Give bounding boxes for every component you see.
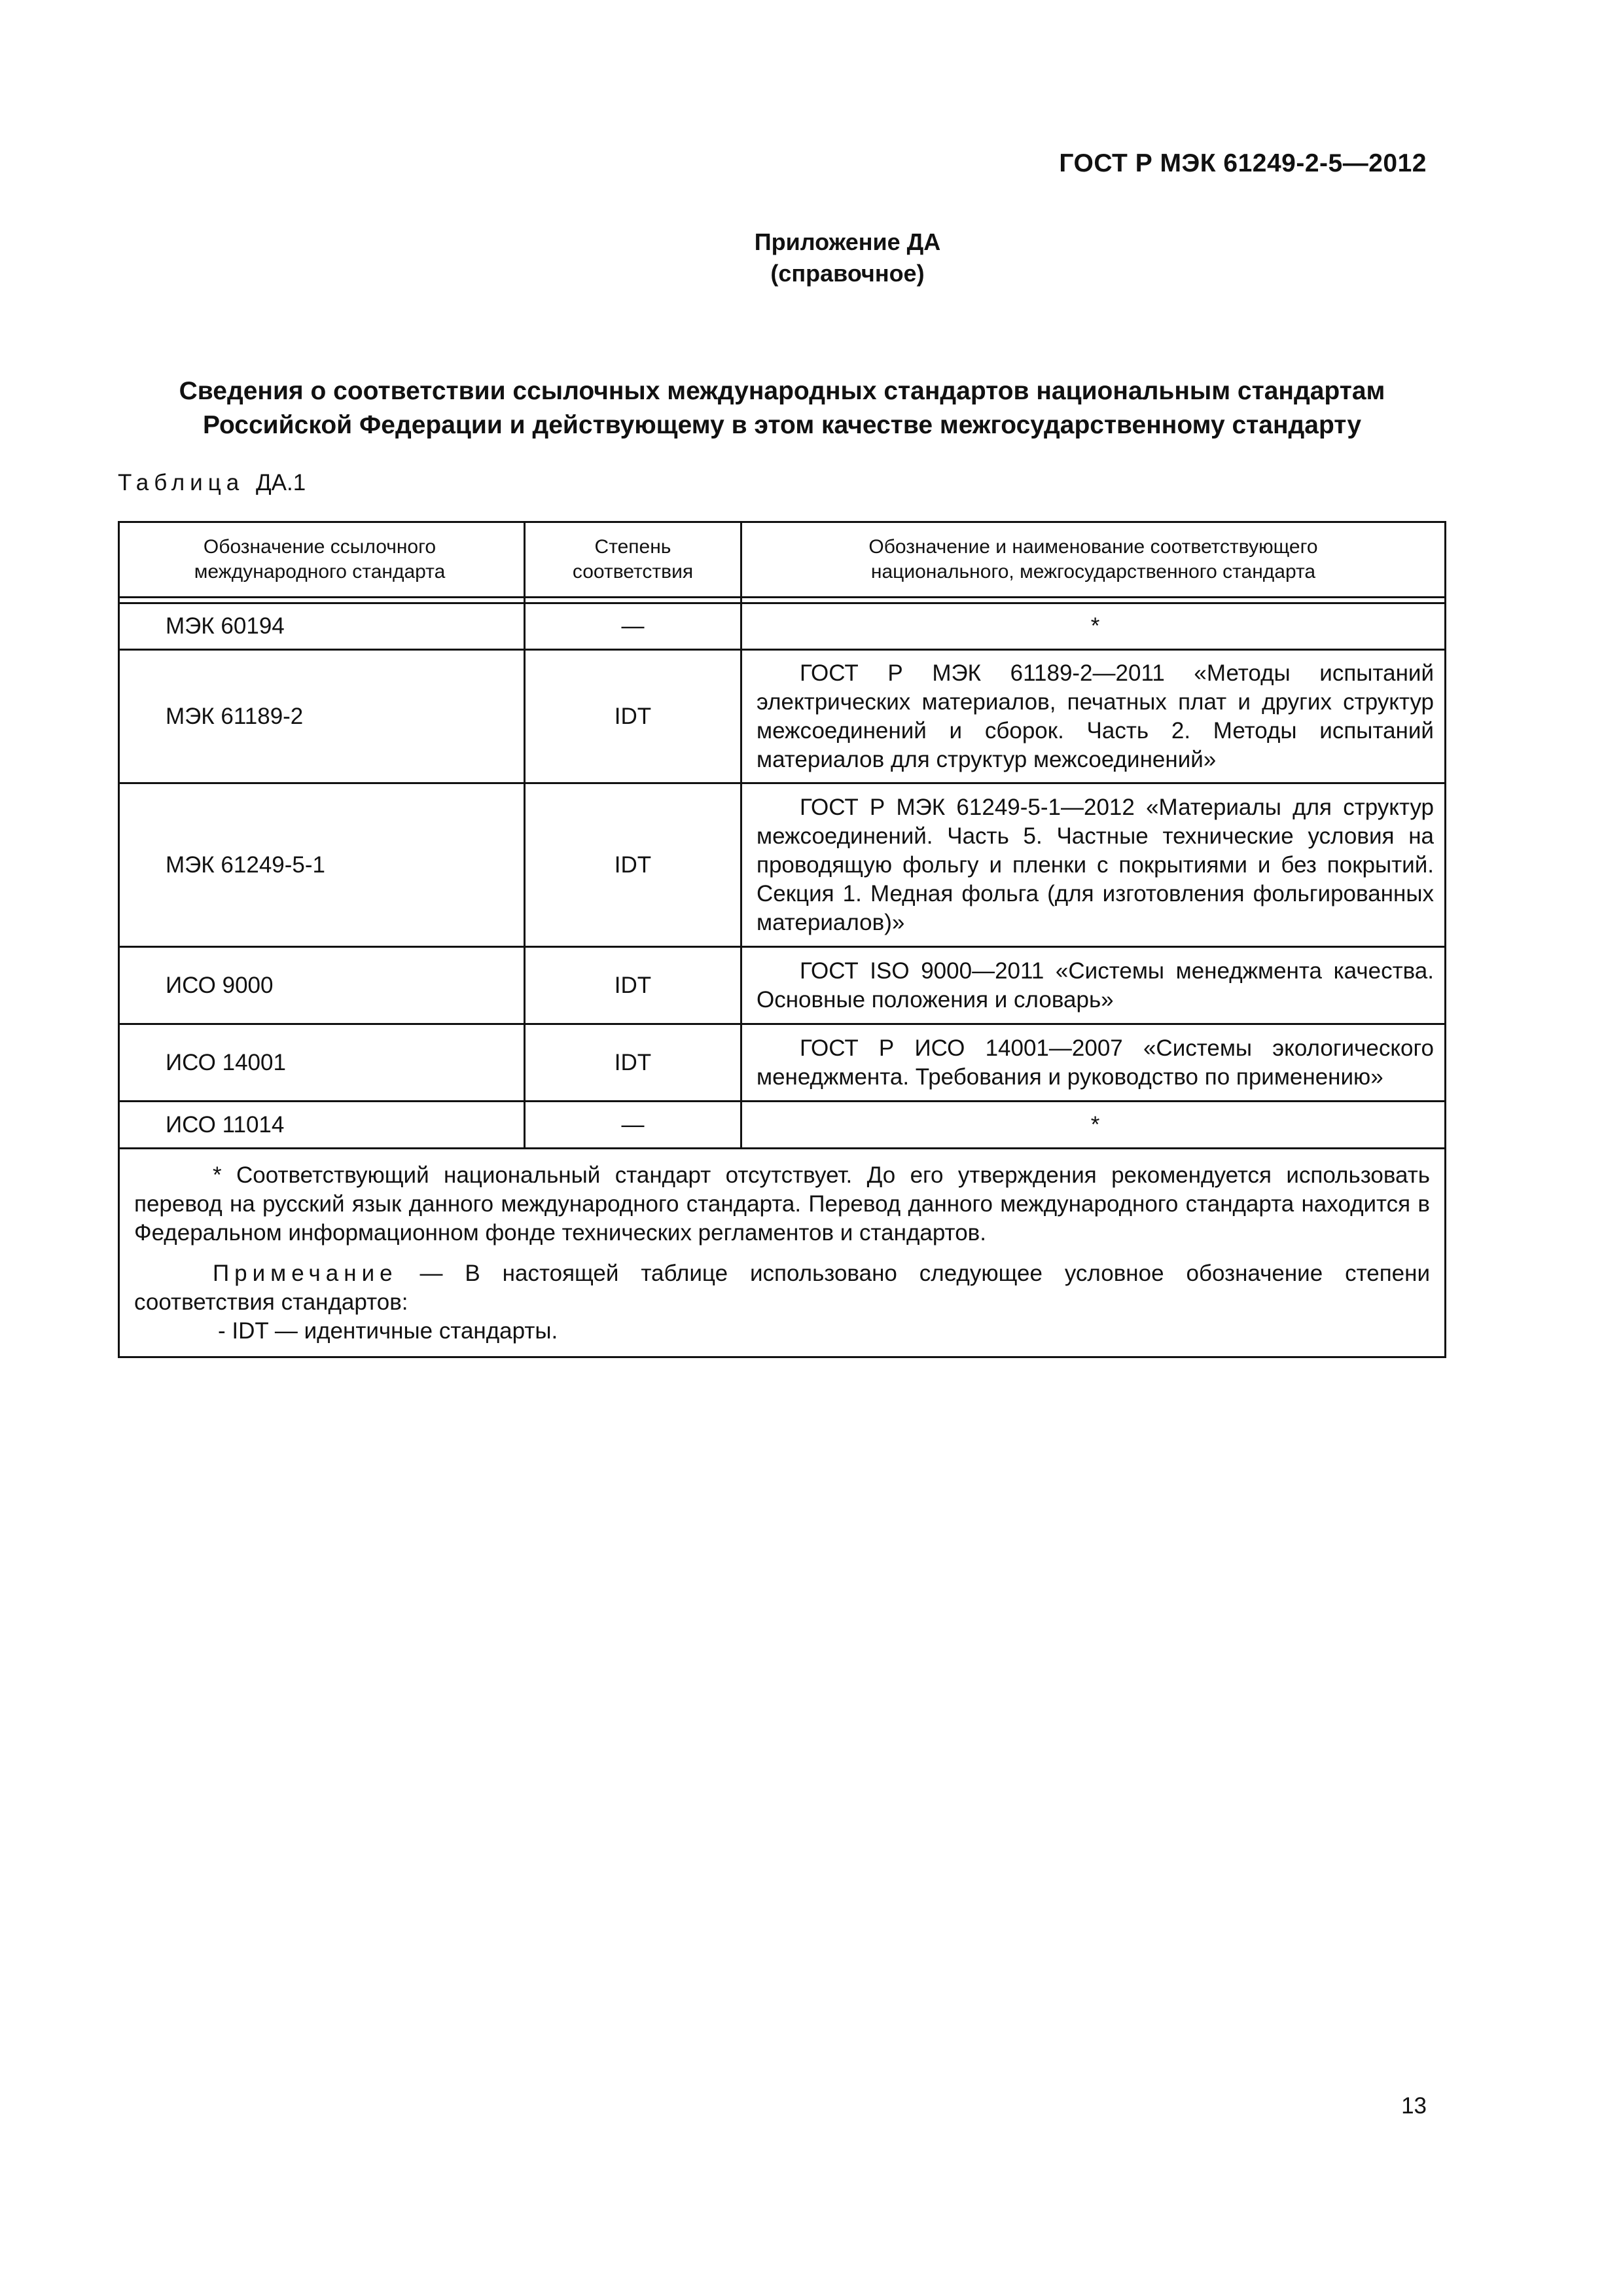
- degree-cell: IDT: [525, 1024, 741, 1102]
- table-row: [119, 947, 1446, 1024]
- table-caption: [118, 470, 306, 496]
- national-standard-cell: *: [741, 603, 1446, 650]
- table-caption-number: ДА.1: [255, 470, 306, 495]
- table-row: [119, 650, 1446, 783]
- header-col2-line-2: соответствия: [572, 561, 694, 583]
- header-col1-line-1: Обозначение ссылочного: [203, 536, 437, 558]
- header-col3-line-2: национального, межгосударственного стандарта: [870, 561, 1316, 583]
- footnote: * Соответствующий национальный стандарт отсутствует. До его утверждения рекомендуется использовать перевод на русский язык данного международного стандарта. Перевод данного международного стандарта находится в Федеральном информационном фонде технических регламентов и стандартов.: [134, 1162, 1430, 1246]
- national-standard-cell: *: [741, 1102, 1446, 1149]
- table-row: [119, 1024, 1446, 1102]
- reference-cell: МЭК 61189-2: [119, 650, 525, 783]
- correspondence-table: [118, 521, 1446, 1358]
- national-standard-text: ГОСТ ISO 9000—2011 «Системы менеджмента качества. Основные положения и словарь»: [757, 958, 1434, 1013]
- degree-cell: IDT: [525, 947, 741, 1024]
- notes-cell: [119, 1149, 1446, 1357]
- header-col1-line-2: международного стандарта: [194, 561, 446, 583]
- header-degree: [525, 522, 741, 598]
- section-title: [118, 374, 1446, 442]
- table-header-row: [119, 522, 1446, 598]
- degree-cell: IDT: [525, 783, 741, 947]
- section-title-line-1: Сведения о соответствии ссылочных международных стандартов национальным стандартам: [179, 377, 1385, 405]
- table-row: [119, 603, 1446, 650]
- header-national-standard: [741, 522, 1446, 598]
- notes-row: [119, 1149, 1446, 1357]
- note-text: — В настоящей таблице использовано следующее условное обозначение степени соответствия стандартов:: [134, 1261, 1430, 1315]
- appendix-title: Приложение ДА: [754, 228, 941, 255]
- appendix-heading: [0, 226, 1623, 289]
- header-col3-line-1: Обозначение и наименование соответствующего: [868, 536, 1318, 558]
- document-code: ГОСТ Р МЭК 61249-2-5—2012: [1059, 149, 1427, 177]
- reference-cell: ИСО 11014: [119, 1102, 525, 1149]
- appendix-subtitle: (справочное): [770, 260, 925, 287]
- national-standard-text: ГОСТ Р МЭК 61189-2—2011 «Методы испытаний электрических материалов, печатных плат и других структур межсоединений и сборок. Часть 2. Методы испытаний материалов для структур межсоединений»: [757, 660, 1434, 772]
- degree-cell: —: [525, 1102, 741, 1149]
- table-row: [119, 783, 1446, 947]
- table-caption-word: Таблица: [118, 470, 245, 495]
- page-number: 13: [1401, 2093, 1427, 2119]
- section-title-line-2: Российской Федерации и действующему в этом качестве межгосударственному стандарту: [202, 411, 1362, 439]
- reference-cell: ИСО 14001: [119, 1024, 525, 1102]
- national-standard-text: ГОСТ Р МЭК 61249-5-1—2012 «Материалы для структур межсоединений. Часть 5. Частные технические условия на проводящую фольгу и пленки с покрытиями и без покрытий. Секция 1. Медная фольга (для изготовления фольгированных материалов)»: [757, 794, 1434, 935]
- national-standard-cell: [741, 947, 1446, 1024]
- note-label: Примечание: [213, 1261, 398, 1286]
- header-col2-line-1: Степень: [594, 536, 671, 558]
- national-standard-cell: [741, 1024, 1446, 1102]
- degree-cell: IDT: [525, 650, 741, 783]
- degree-cell: —: [525, 603, 741, 650]
- table-row: [119, 1102, 1446, 1149]
- note-paragraph: [134, 1259, 1430, 1317]
- national-standard-text: ГОСТ Р ИСО 14001—2007 «Системы экологического менеджмента. Требования и руководство по применению»: [757, 1035, 1434, 1090]
- reference-cell: МЭК 61249-5-1: [119, 783, 525, 947]
- header-separator: [119, 598, 1446, 603]
- national-standard-cell: [741, 650, 1446, 783]
- national-standard-cell: [741, 783, 1446, 947]
- header-reference-standard: [119, 522, 525, 598]
- reference-cell: ИСО 9000: [119, 947, 525, 1024]
- reference-cell: МЭК 60194: [119, 603, 525, 650]
- note-list-item: - IDT — идентичные стандарты.: [218, 1318, 558, 1344]
